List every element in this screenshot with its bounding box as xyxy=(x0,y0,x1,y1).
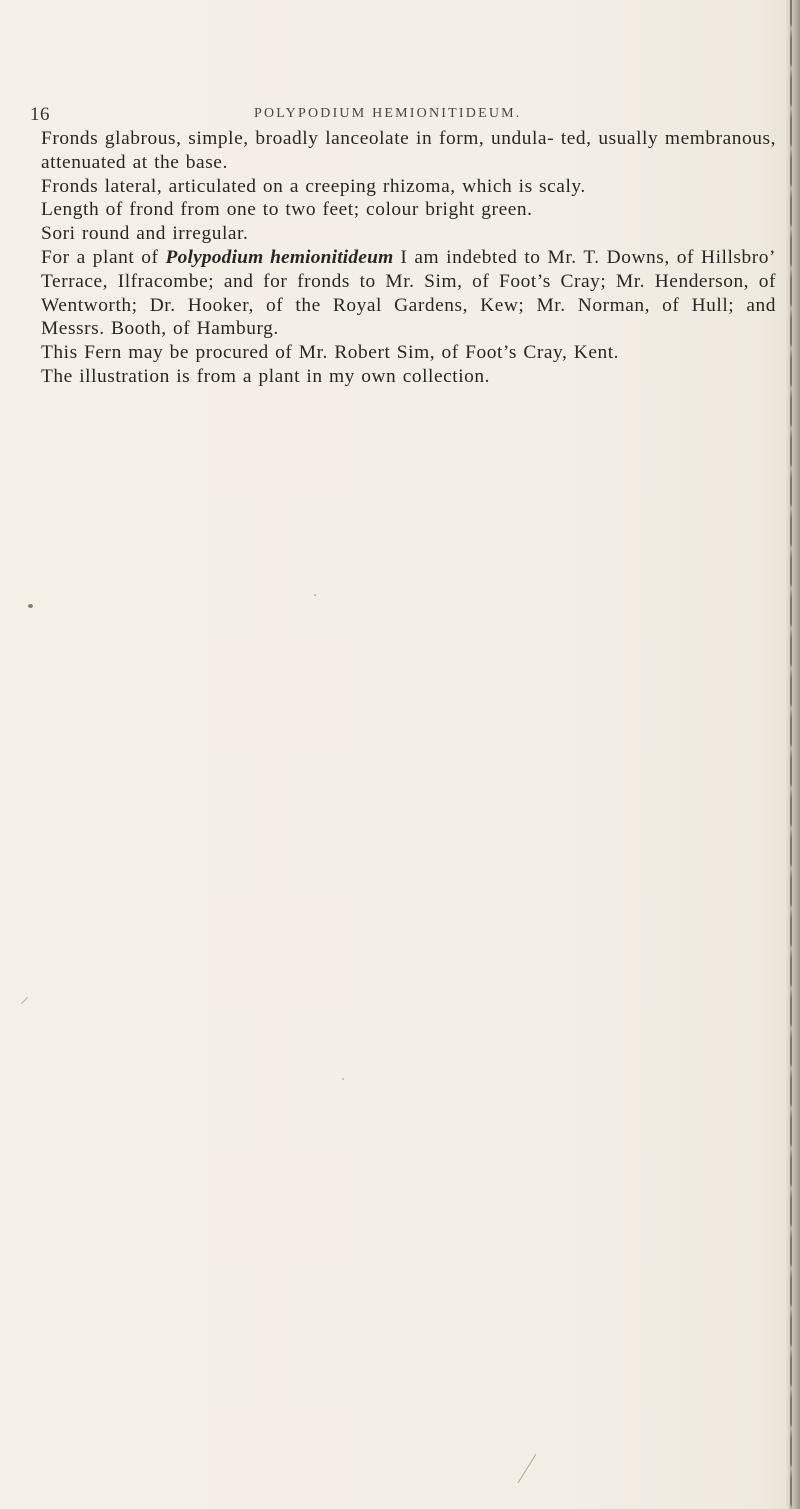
acknowledgements-body: I am indebted to Mr. T. Downs, of Hillsbro’ Terrace, Ilfracombe; and for fronds to Mr. Sim, of Foot’s Cray; Mr. Henderson, of Wentworth; Dr. Hooker, of the Royal Gardens, Kew; Mr. Norman, of Hull; and Messrs. Booth, of Hamburg. xyxy=(41,246,776,340)
acknowledgements-lead: For a plant of xyxy=(41,246,166,268)
paragraph-procurement: This Fern may be procured of Mr. Robert Sim, of Foot’s Cray, Kent. xyxy=(41,342,620,364)
paper-speck xyxy=(342,1078,344,1080)
page-number: 16 xyxy=(30,104,50,125)
paragraph-fronds-lateral: Fronds lateral, articulated on a creeping rhizoma, which is scaly. xyxy=(41,175,586,197)
paragraph-illustration: The illustration is from a plant in my own collection. xyxy=(41,365,491,387)
paper-speck xyxy=(314,594,316,596)
running-head: POLYPODIUM HEMIONITIDEUM. xyxy=(254,106,522,121)
paper-mark xyxy=(21,997,28,1004)
page-edge-binding xyxy=(790,0,792,1509)
paragraph-frond-length: Length of frond from one to two feet; colour bright green. xyxy=(41,199,533,221)
paper-speck xyxy=(28,604,33,608)
paragraph-sori: Sori round and irregular. xyxy=(41,223,249,245)
species-name: Polypodium hemionitideum xyxy=(165,246,394,268)
page-edge-shadow xyxy=(786,0,800,1509)
body-text xyxy=(41,127,776,389)
paragraph-fronds-description: Fronds glabrous, simple, broadly lanceolate in form, undula- ted, usually membranous, attenuated at the base. xyxy=(41,128,776,173)
paragraph-acknowledgements xyxy=(41,246,776,341)
paper-mark xyxy=(518,1454,537,1483)
